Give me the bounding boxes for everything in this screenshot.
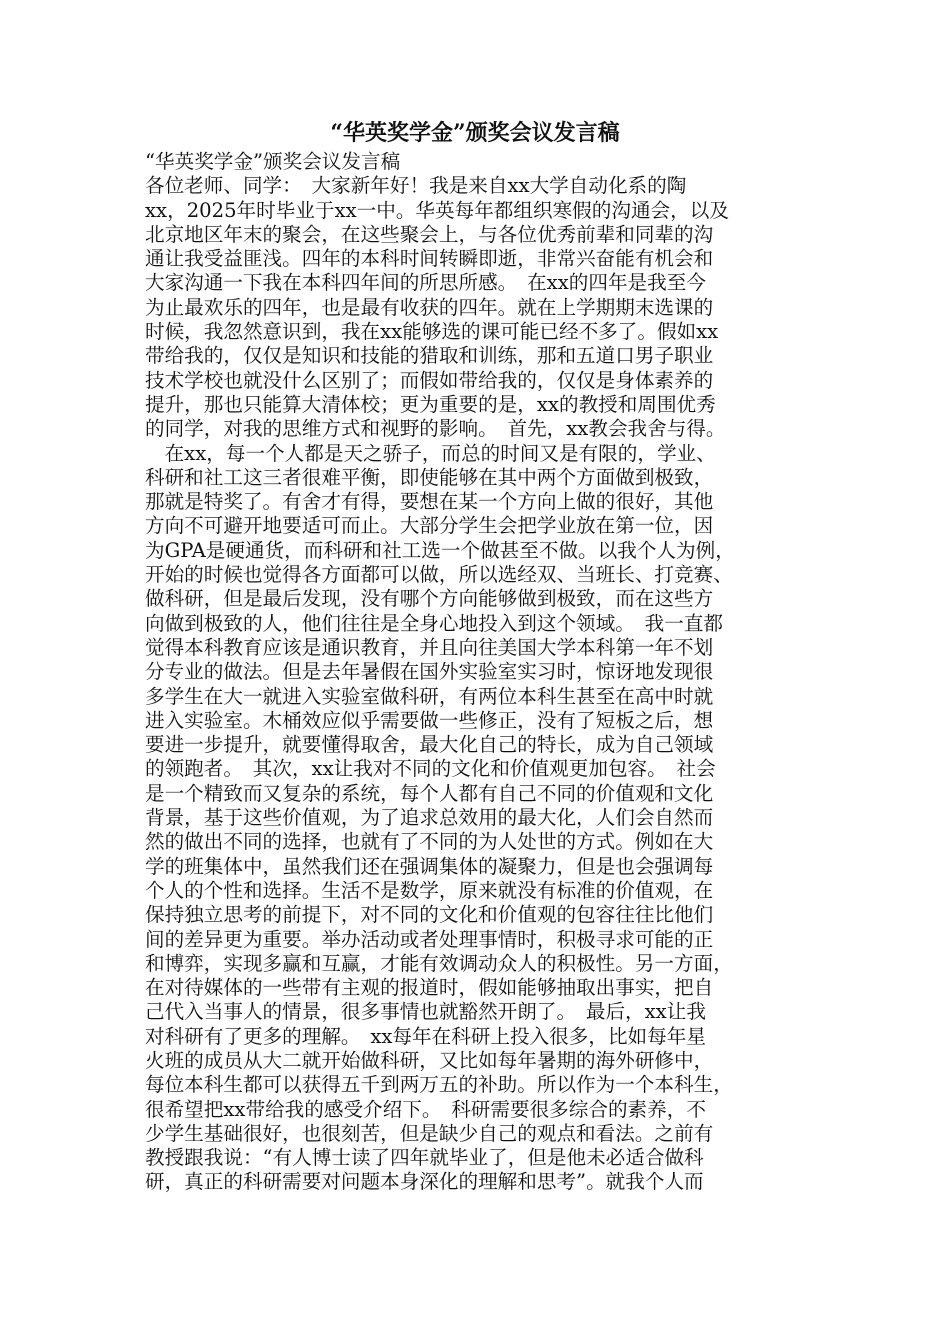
paragraph-line: 大家沟通一下我在本科四年间的所思所感。 在xx的四年是我至今 bbox=[145, 271, 706, 295]
paragraph-line: 己代入当事人的情景，很多事情也就豁然开朗了。 最后，xx让我 bbox=[145, 1000, 706, 1024]
paragraph-line: 为GPA是硬通货，而科研和社工选一个做甚至不做。以我个人为例， bbox=[145, 538, 735, 562]
paragraph-line: 那就是特奖了。有舍才有得，要想在某一个方向上做的很好，其他 bbox=[145, 490, 714, 514]
paragraph-line: 开始的时候也觉得各方面都可以做，所以选经双、当班长、打竞赛、 bbox=[145, 563, 733, 587]
paragraph-line: 提升，那也只能算大清体校；更为重要的是，xx的教授和周围优秀 bbox=[145, 392, 716, 416]
paragraph-line: 各位老师、同学： 大家新年好！我是来自xx大学自动化系的陶 bbox=[145, 174, 687, 198]
paragraph-line: 要进一步提升，就要懂得取舍，最大化自己的特长，成为自己领域 bbox=[145, 733, 714, 757]
paragraph-line: 背景，基于这些价值观，为了追求总效用的最大化，人们会自然而 bbox=[145, 806, 714, 830]
paragraph-line: 和博弈，实现多赢和互赢，才能有效调动众人的积极性。另一方面， bbox=[145, 951, 733, 975]
paragraph-line: 间的差异更为重要。举办活动或者处理事情时，积极寻求可能的正 bbox=[145, 927, 714, 951]
paragraph-line: 方向不可避开地要适可而止。大部分学生会把学业放在第一位，因 bbox=[145, 514, 714, 538]
paragraph-line: 带给我的，仅仅是知识和技能的猎取和训练，那和五道口男子职业 bbox=[145, 344, 714, 368]
paragraph-line: 为止最欢乐的四年，也是最有收获的四年。就在上学期期末选课的 bbox=[145, 295, 714, 319]
paragraph-line: 分专业的做法。但是去年暑假在国外实验室实习时，惊讶地发现很 bbox=[145, 660, 714, 684]
paragraph-line: xx，2025年时毕业于xx一中。华英每年都组织寒假的沟通会，以及 bbox=[145, 198, 729, 222]
document-body bbox=[145, 150, 810, 1195]
paragraph-line: 研，真正的科研需要对问题本身深化的理解和思考”。就我个人而 bbox=[145, 1170, 704, 1194]
paragraph-line: 做科研，但是最后发现，没有哪个方向能够做到极致，而在这些方 bbox=[145, 587, 714, 611]
document-title: “华英奖学金”颁奖会议发言稿 bbox=[330, 120, 620, 146]
paragraph-line: 在xx，每一个人都是天之骄子，而总的时间又是有限的，学业、 bbox=[145, 441, 716, 465]
paragraph-line: 教授跟我说：“有人博士读了四年就毕业了，但是他未必适合做科 bbox=[145, 1146, 704, 1170]
paragraph-line: 在对待媒体的一些带有主观的报道时，假如能够抽取出事实，把自 bbox=[145, 976, 714, 1000]
paragraph-line: 的领跑者。 其次，xx让我对不同的文化和价值观更加包容。 社会 bbox=[145, 757, 716, 781]
paragraph-line: 技术学校也就没什么区别了；而假如带给我的，仅仅是身体素养的 bbox=[145, 368, 714, 392]
paragraph-line: 对科研有了更多的理解。 xx每年在科研上投入很多，比如每年星 bbox=[145, 1024, 706, 1048]
paragraph-line: 科研和社工这三者很难平衡，即使能够在其中两个方面做到极致， bbox=[145, 465, 714, 489]
paragraph-line: 觉得本科教育应该是通识教育，并且向往美国大学本科第一年不划 bbox=[145, 635, 714, 659]
paragraph-line: 通让我受益匪浅。四年的本科时间转瞬即逝，非常兴奋能有机会和 bbox=[145, 247, 714, 271]
paragraph-line: 向做到极致的人，他们往往是全身心地投入到这个领域。 我一直都 bbox=[145, 611, 724, 635]
paragraph-line: 的同学，对我的思维方式和视野的影响。 首先，xx教会我舍与得。 bbox=[145, 417, 726, 441]
paragraph-line: 个人的个性和选择。生活不是数学，原来就没有标准的价值观，在 bbox=[145, 878, 714, 902]
paragraph-line: 多学生在大一就进入实验室做科研，有两位本科生甚至在高中时就 bbox=[145, 684, 714, 708]
paragraph-line: “华英奖学金”颁奖会议发言稿 bbox=[145, 150, 401, 173]
paragraph-line: 是一个精致而又复杂的系统，每个人都有自己不同的价值观和文化 bbox=[145, 781, 714, 805]
paragraph-line: 学的班集体中，虽然我们还在强调集体的凝聚力，但是也会强调每 bbox=[145, 854, 714, 878]
paragraph-line: 每位本科生都可以获得五千到两万五的补助。所以作为一个本科生， bbox=[145, 1073, 733, 1097]
paragraph-line: 北京地区年末的聚会，在这些聚会上，与各位优秀前辈和同辈的沟 bbox=[145, 222, 714, 246]
paragraph-line: 少学生基础很好，也很刻苦，但是缺少自己的观点和看法。之前有 bbox=[145, 1121, 714, 1145]
paragraph-line: 火班的成员从大二就开始做科研，又比如每年暑期的海外研修中， bbox=[145, 1048, 714, 1072]
paragraph-line: 保持独立思考的前提下，对不同的文化和价值观的包容往往比他们 bbox=[145, 903, 714, 927]
paragraph-line: 时候，我忽然意识到，我在xx能够选的课可能已经不多了。假如xx bbox=[145, 320, 719, 344]
paragraph-line: 进入实验室。木桶效应似乎需要做一些修正，没有了短板之后，想 bbox=[145, 708, 714, 732]
paragraph-line: 很希望把xx带给我的感受介绍下。 科研需要很多综合的素养，不 bbox=[145, 1097, 706, 1121]
paragraph-line: 然的做出不同的选择，也就有了不同的为人处世的方式。例如在大 bbox=[145, 830, 714, 854]
